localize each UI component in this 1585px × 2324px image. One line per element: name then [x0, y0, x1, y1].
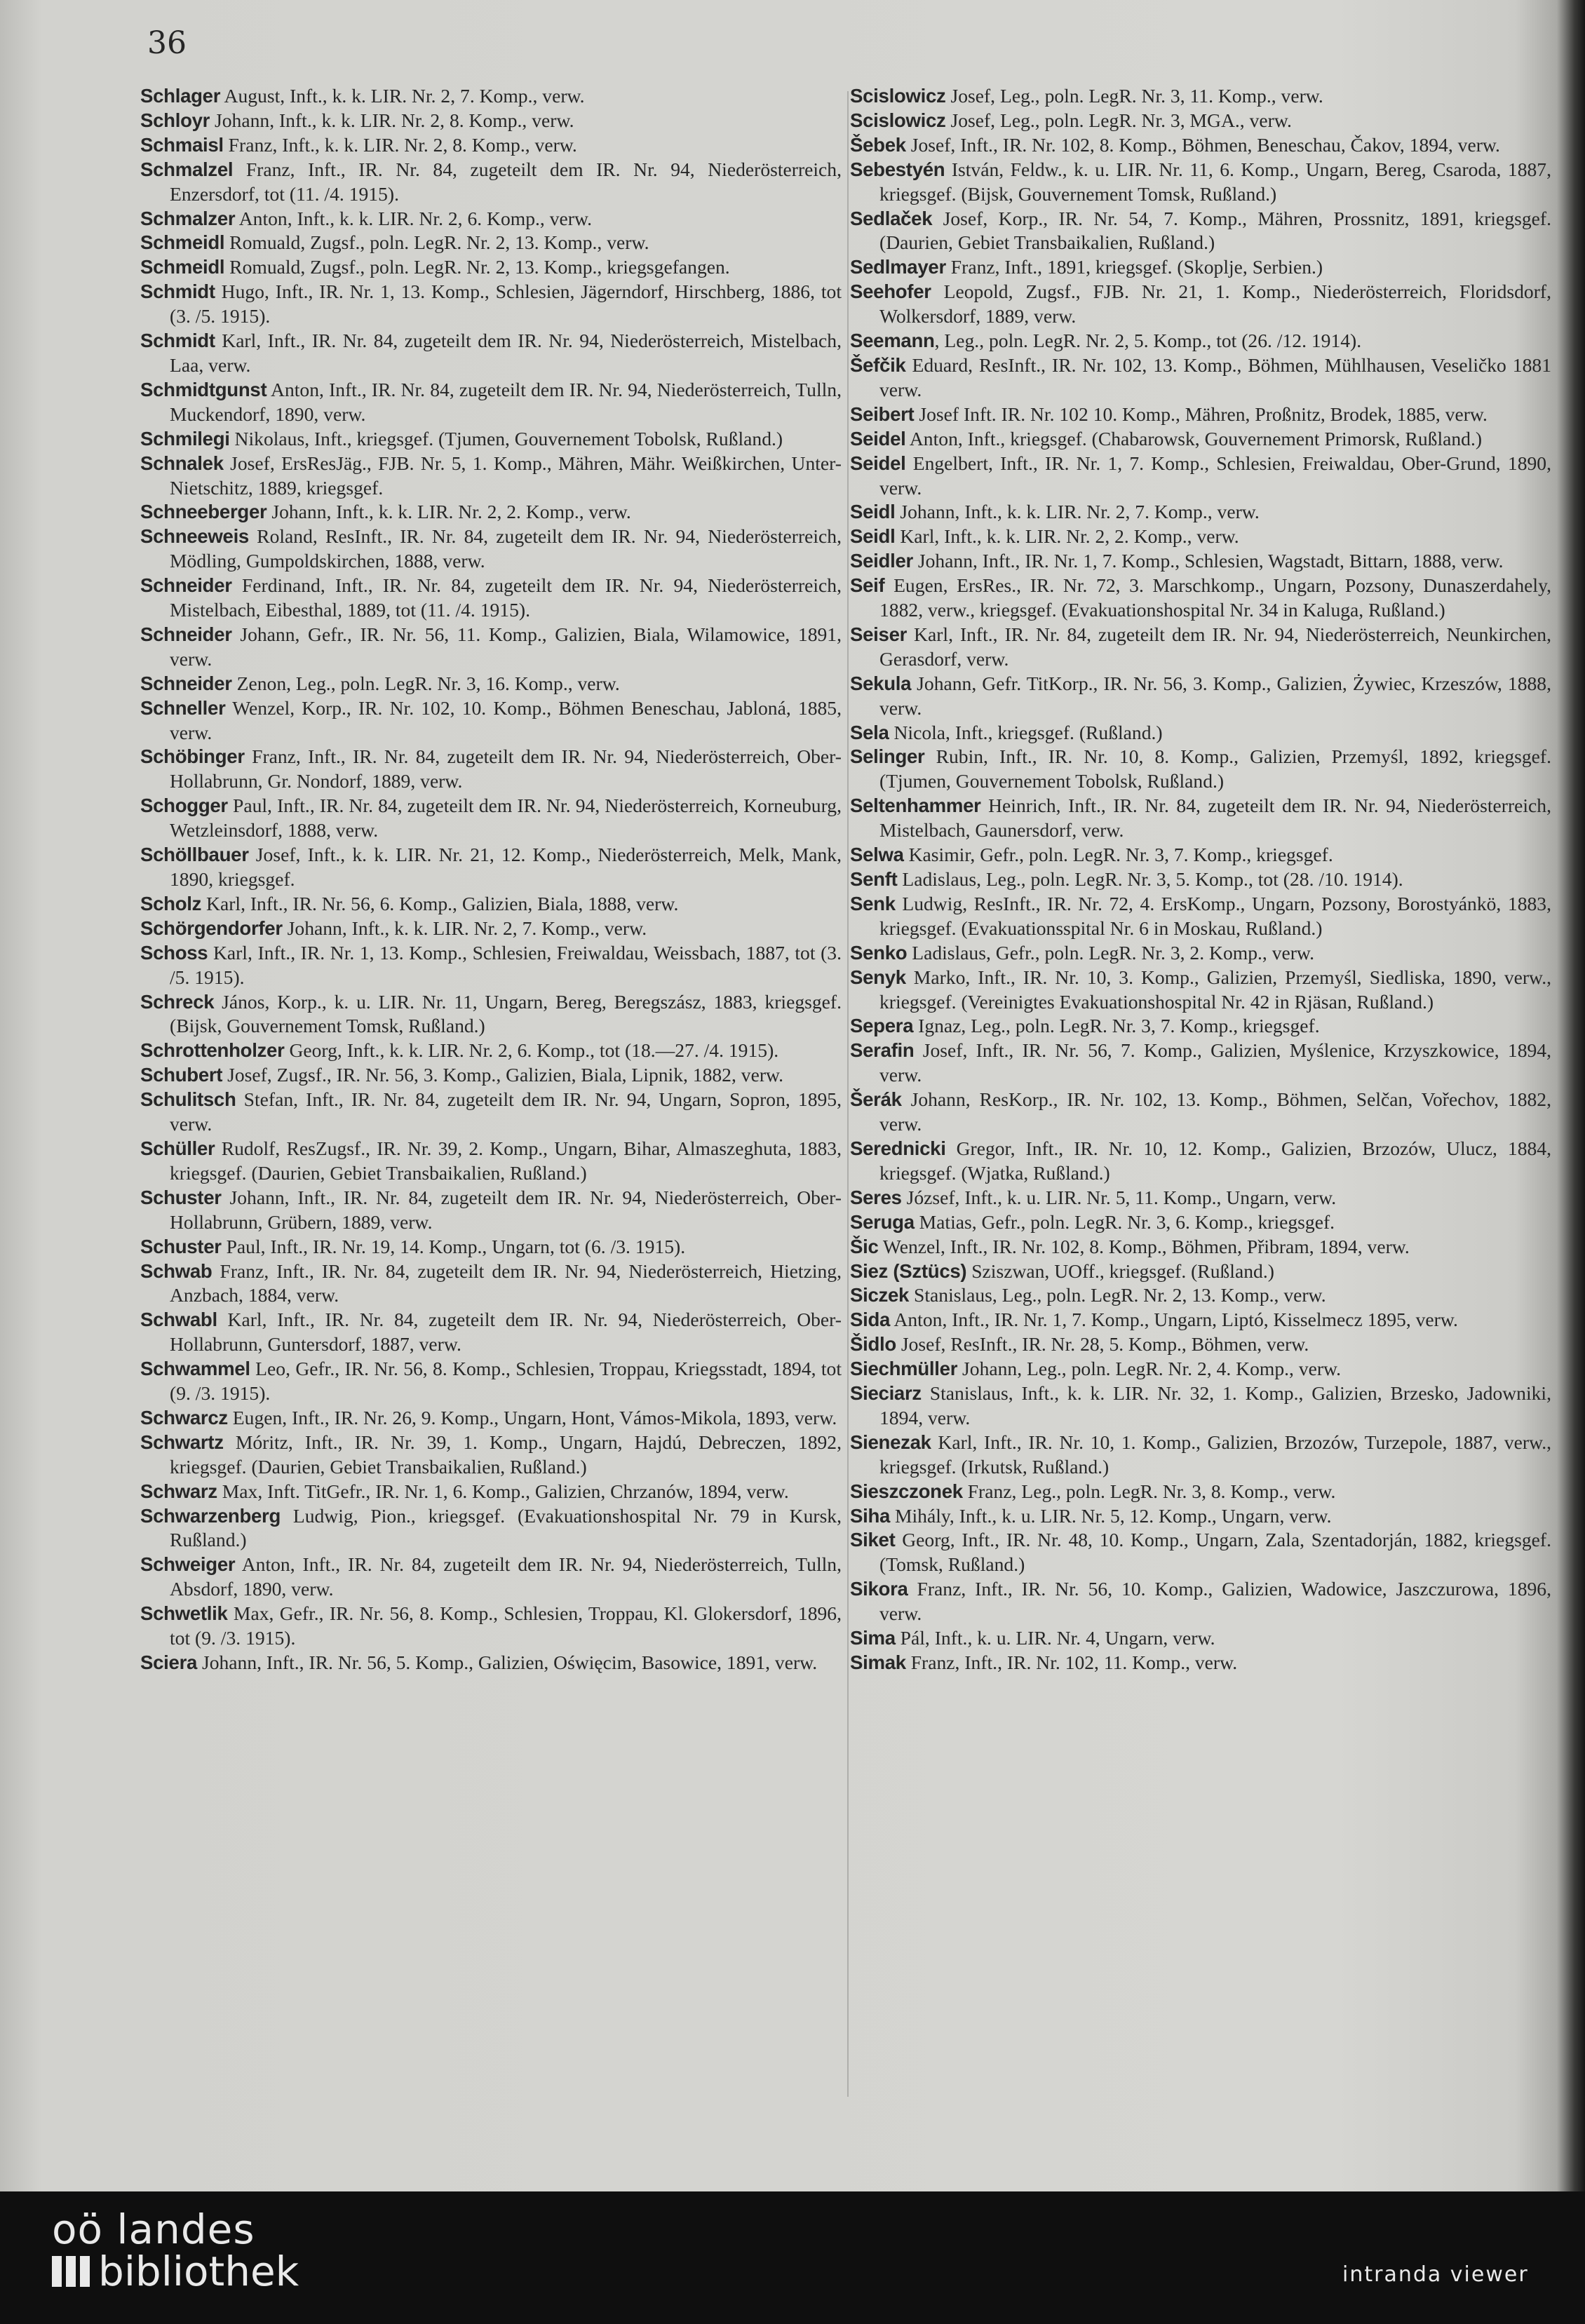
entry-details: Johann, Leg., poln. LegR. Nr. 2, 4. Komp., verw. [957, 1358, 1342, 1380]
register-entry [850, 84, 1551, 109]
register-entry [140, 794, 842, 843]
entry-surname: Seif [850, 574, 885, 597]
register-entry [140, 1137, 842, 1186]
entry-surname: Schneeberger [140, 501, 267, 523]
register-entry [850, 574, 1551, 623]
entry-surname: Serafin [850, 1039, 915, 1062]
entry-details: István, Feldw., k. u. LIR. Nr. 11, 6. Komp., Ungarn, Bereg, Csaroda, 1887, kriegsgef. (Bijsk, Gouvernement Tomsk, Rußland.) [879, 158, 1551, 205]
entry-surname: Sikora [850, 1578, 908, 1600]
entry-details: Eugen, Inft., IR. Nr. 26, 9. Komp., Ungarn, Hont, Vámos-Mikola, 1893, verw. [227, 1406, 837, 1428]
register-entry [140, 1063, 842, 1088]
register-entry [850, 280, 1551, 329]
register-entry [140, 574, 842, 623]
entry-details: Johann, Gefr., IR. Nr. 56, 11. Komp., Galizien, Biala, Wilamowice, 1891, verw. [170, 623, 842, 670]
entry-surname: Schmaisl [140, 133, 224, 156]
register-entry [140, 1186, 842, 1235]
register-entry [140, 917, 842, 941]
entry-details: Engelbert, Inft., IR. Nr. 1, 7. Komp., Schlesien, Freiwaldau, Ober-Grund, 1890, verw. [879, 452, 1551, 499]
register-entry [140, 109, 842, 133]
entry-surname: Seres [850, 1186, 902, 1208]
logo-line-1: oö landes [52, 2205, 255, 2253]
entry-details: Josef, Leg., poln. LegR. Nr. 3, MGA., verw. [945, 109, 1292, 131]
register-entry [140, 280, 842, 329]
entry-details: Romuald, Zugsf., poln. LegR. Nr. 2, 13. Komp., verw. [224, 231, 649, 254]
column-divider [847, 91, 849, 2097]
entry-details: August, Inft., k. k. LIR. Nr. 2, 7. Komp., verw. [220, 85, 585, 107]
entry-details: Johann, Inft., k. k. LIR. Nr. 2, 7. Komp., verw. [282, 917, 647, 939]
entry-details: Rubin, Inft., IR. Nr. 10, 8. Komp., Galizien, Przemyśl, 1892, kriegsgef. (Tjumen, Gouvernement Tobolsk, Rußland.) [879, 745, 1551, 792]
register-entry [140, 1406, 842, 1431]
register-entry [850, 1651, 1551, 1675]
register-entry [850, 403, 1551, 427]
entry-surname: Schneider [140, 623, 232, 645]
entry-details: Johann, Inft., k. k. LIR. Nr. 2, 8. Komp., verw. [210, 109, 574, 131]
register-entry [140, 1308, 842, 1357]
register-entry [850, 329, 1551, 353]
entry-surname: Schwabl [140, 1309, 217, 1331]
entry-surname: Schmilegi [140, 427, 230, 450]
entry-surname: Schwab [140, 1259, 213, 1282]
entry-details: Josef, Inft., IR. Nr. 102, 8. Komp., Böhmen, Beneschau, Čakov, 1894, verw. [905, 133, 1500, 156]
entry-details: Johann, Inft., k. k. LIR. Nr. 2, 2. Komp., verw. [267, 501, 631, 523]
entry-surname: Sebestyén [850, 158, 945, 180]
register-entry [140, 1088, 842, 1137]
register-entry [850, 1577, 1551, 1626]
entry-surname: Schneller [140, 696, 226, 719]
entry-details: Johann, Gefr. TitKorp., IR. Nr. 56, 3. Komp., Galizien, Żywiec, Krzeszów, 1888, verw. [879, 672, 1551, 719]
register-entry [850, 1014, 1551, 1039]
register-entry [140, 427, 842, 452]
register-entry [850, 843, 1551, 867]
entry-details: Stanislaus, Leg., poln. LegR. Nr. 2, 13. Komp., verw. [909, 1284, 1326, 1306]
entry-details: Marko, Inft., IR. Nr. 10, 3. Komp., Galizien, Przemyśl, Siedliska, 1890, verw., kriegsgef. (Vereinigtes Evakuationshospital Nr. 42 in Rjäsan, Rußland.) [879, 966, 1551, 1013]
library-logo[interactable] [52, 2205, 299, 2295]
entry-surname: Seiser [850, 623, 908, 645]
logo-line-2 [52, 2248, 299, 2295]
entry-surname: Schmidt [140, 281, 215, 303]
register-entry [850, 721, 1551, 745]
register-entry [850, 1480, 1551, 1504]
entry-details: Karl, Inft., IR. Nr. 84, zugeteilt dem IR. Nr. 94, Niederösterreich, Ober-Hollabrunn, Guntersdorf, 1887, verw. [170, 1309, 842, 1356]
entry-surname: Simak [850, 1651, 906, 1673]
entry-details: Johann, Inft., k. k. LIR. Nr. 2, 7. Komp., verw. [895, 501, 1260, 523]
register-entry [850, 109, 1551, 133]
entry-details: Josef, Korp., IR. Nr. 54, 7. Komp., Mähren, Prossnitz, 1891, kriegsgef. (Daurien, Gebiet Transbaikalien, Rußland.) [879, 207, 1551, 254]
entry-details: Franz, Inft., 1891, kriegsgef. (Skoplje, Serbien.) [945, 256, 1323, 278]
entry-surname: Sciera [140, 1651, 198, 1673]
register-entry [140, 255, 842, 280]
entry-surname: Sida [850, 1309, 891, 1331]
entry-surname: Serednicki [850, 1137, 946, 1159]
entry-surname: Schrottenholzer [140, 1039, 285, 1062]
register-entry [140, 1259, 842, 1309]
entry-details: Leo, Gefr., IR. Nr. 56, 8. Komp., Schlesien, Troppau, Kriegsstadt, 1894, tot (9. /3. 1915). [170, 1358, 842, 1405]
entry-surname: Šebek [850, 133, 906, 156]
register-entry [850, 525, 1551, 549]
entry-surname: Scislowicz [850, 85, 946, 107]
entry-surname: Seidl [850, 525, 896, 548]
entry-details: Josef, ErsResJäg., FJB. Nr. 5, 1. Komp., Mähren, Mähr. Weißkirchen, Unter-Nietschitz, 1889, kriegsgef. [170, 452, 842, 499]
register-entry [850, 1332, 1551, 1357]
register-entry [140, 133, 842, 158]
register-entry [140, 623, 842, 672]
register-entry [140, 1357, 842, 1406]
entry-surname: Selwa [850, 844, 904, 866]
entry-details: Ladislaus, Leg., poln. LegR. Nr. 3, 5. Komp., tot (28. /10. 1914). [897, 868, 1403, 890]
entry-surname: Schuster [140, 1235, 222, 1257]
entry-details: Karl, Inft., k. k. LIR. Nr. 2, 2. Komp., verw. [895, 525, 1239, 548]
entry-details: Heinrich, Inft., IR. Nr. 84, zugeteilt dem IR. Nr. 94, Niederösterreich, Mistelbach, Gaunersdorf, verw. [879, 795, 1551, 842]
entry-surname: Siez (Sztücs) [850, 1259, 967, 1282]
register-entry [140, 158, 842, 207]
entry-surname: Senk [850, 892, 896, 914]
entry-details: Josef, Inft., k. k. LIR. Nr. 21, 12. Komp., Niederösterreich, Melk, Mank, 1890, kriegsgef. [170, 844, 842, 890]
entry-surname: Schmeidl [140, 231, 225, 254]
register-entry [850, 1088, 1551, 1137]
logo-bars-icon [52, 2256, 94, 2287]
register-entry [140, 452, 842, 501]
entry-surname: Sepera [850, 1015, 914, 1037]
entry-surname: Schnalek [140, 452, 224, 474]
entry-surname: Schloyr [140, 109, 210, 131]
register-entry [140, 672, 842, 696]
entry-details: Stanislaus, Inft., k. k. LIR. Nr. 32, 1. Komp., Galizien, Brzesko, Jadowniki, 1894, verw. [879, 1382, 1551, 1428]
entry-surname: Siha [850, 1504, 891, 1527]
entry-details: Pál, Inft., k. u. LIR. Nr. 4, Ungarn, verw. [895, 1627, 1215, 1649]
entry-surname: Schöbinger [140, 745, 245, 768]
entry-surname: Schöllbauer [140, 844, 249, 866]
entry-details: Ferdinand, Inft., IR. Nr. 84, zugeteilt dem IR. Nr. 94, Niederösterreich, Mistelbach, Eibesthal, 1889, tot (11. /4. 1915). [170, 574, 842, 621]
register-entry [850, 892, 1551, 941]
register-entry [140, 745, 842, 794]
entry-surname: Seruga [850, 1210, 915, 1233]
entry-details: Max, Gefr., IR. Nr. 56, 8. Komp., Schlesien, Troppau, Kl. Glokersdorf, 1896, tot (9. /3. 1915). [170, 1602, 842, 1649]
register-entry [140, 525, 842, 574]
entry-surname: Seidel [850, 452, 906, 474]
entry-details: Josef, ResInft., IR. Nr. 28, 5. Komp., Böhmen, verw. [896, 1333, 1309, 1356]
entry-details: Mihály, Inft., k. u. LIR. Nr. 5, 12. Komp., Ungarn, verw. [890, 1504, 1332, 1527]
entry-details: Franz, Inft., IR. Nr. 102, 11. Komp., verw. [905, 1651, 1238, 1673]
register-entry [850, 1381, 1551, 1431]
entry-surname: Schüller [140, 1137, 215, 1159]
entry-surname: Sima [850, 1627, 896, 1649]
entry-surname: Schoss [140, 941, 208, 964]
register-entry [850, 1137, 1551, 1186]
register-entry [850, 1626, 1551, 1651]
entry-details: Zenon, Leg., poln. LegR. Nr. 3, 16. Komp., verw. [231, 672, 620, 694]
register-entry [850, 623, 1551, 672]
entry-surname: Schwammel [140, 1358, 250, 1380]
entry-surname: Schmidt [140, 330, 215, 352]
entry-surname: Schmalzer [140, 207, 236, 229]
entry-details: Anton, Inft., IR. Nr. 84, zugeteilt dem IR. Nr. 94, Niederösterreich, Tulln, Muckendorf, 1890, verw. [170, 378, 842, 425]
entry-details: Karl, Inft., IR. Nr. 56, 6. Komp., Galizien, Biala, 1888, verw. [201, 892, 679, 914]
register-entry [850, 1528, 1551, 1577]
register-entry [850, 500, 1551, 525]
entry-details: Josef Inft. IR. Nr. 102 10. Komp., Mähren, Proßnitz, Brodek, 1885, verw. [914, 403, 1488, 425]
entry-details: Max, Inft. TitGefr., IR. Nr. 1, 6. Komp., Galizien, Chrzanów, 1894, verw. [217, 1480, 789, 1502]
entry-surname: Sieszczonek [850, 1480, 963, 1502]
entry-details: Johann, Inft., IR. Nr. 56, 5. Komp., Galizien, Oświęcim, Basowice, 1891, verw. [197, 1651, 818, 1673]
entry-surname: Siechmüller [850, 1358, 958, 1380]
entry-surname: Seibert [850, 403, 915, 425]
register-entry [140, 1235, 842, 1259]
entry-details: Móritz, Inft., IR. Nr. 39, 1. Komp., Ungarn, Hajdú, Debreczen, 1892, kriegsgef. (Daurien, Gebiet Transbaikalien, Rußland.) [170, 1431, 842, 1478]
entry-surname: Sekula [850, 672, 912, 694]
register-entry [850, 1039, 1551, 1088]
entry-details: Paul, Inft., IR. Nr. 84, zugeteilt dem IR. Nr. 94, Niederösterreich, Korneuburg, Wetzleinsdorf, 1888, verw. [170, 795, 842, 842]
entry-details: , Leg., poln. LegR. Nr. 2, 5. Komp., tot (26. /12. 1914). [934, 330, 1362, 352]
entry-surname: Schmalzel [140, 158, 234, 180]
register-entry [850, 1186, 1551, 1210]
entry-details: Nikolaus, Inft., kriegsgef. (Tjumen, Gouvernement Tobolsk, Rußland.) [229, 427, 783, 450]
register-entry [140, 84, 842, 109]
entry-details: Rudolf, ResZugsf., IR. Nr. 39, 2. Komp., Ungarn, Bihar, Almaszeghuta, 1883, kriegsgef. (Daurien, Gebiet Transbaikalien, Rußland.) [170, 1137, 842, 1184]
entry-details: Ludwig, Pion., kriegsgef. (Evakuationshospital Nr. 79 in Kursk, Rußland.) [170, 1504, 842, 1551]
register-entry [140, 329, 842, 378]
entry-surname: Siczek [850, 1284, 910, 1306]
register-entry [140, 990, 842, 1039]
register-entry [850, 941, 1551, 966]
register-entry [140, 1553, 842, 1602]
entry-details: Eduard, ResInft., IR. Nr. 102, 13. Komp., Böhmen, Mühlhausen, Veseličko 1881 verw. [879, 353, 1551, 400]
register-entry [850, 452, 1551, 501]
entry-surname: Seemann [850, 330, 935, 352]
register-entry [850, 1357, 1551, 1381]
entry-details: Karl, Inft., IR. Nr. 84, zugeteilt dem IR. Nr. 94, Niederösterreich, Mistelbach, Laa, verw. [170, 330, 842, 376]
entry-details: Anton, Inft., IR. Nr. 1, 7. Komp., Ungarn, Liptó, Kisselmecz 1895, verw. [890, 1309, 1458, 1331]
register-entry [850, 353, 1551, 403]
entry-details: Anton, Inft., kriegsgef. (Chabarowsk, Gouvernement Primorsk, Rußland.) [905, 427, 1483, 450]
entry-surname: Šefčik [850, 353, 906, 376]
right-column [850, 84, 1551, 1675]
entry-details: Nicola, Inft., kriegsgef. (Rußland.) [889, 721, 1163, 743]
register-entry [850, 255, 1551, 280]
entry-surname: Schwartz [140, 1431, 224, 1453]
register-entry [850, 207, 1551, 256]
entry-surname: Schwarcz [140, 1406, 228, 1428]
entry-details: Franz, Inft., IR. Nr. 84, zugeteilt dem IR. Nr. 94, Niederösterreich, Ober-Hollabrunn, Gr. Nondorf, 1889, verw. [170, 745, 842, 792]
entry-details: Anton, Inft., k. k. LIR. Nr. 2, 6. Komp., verw. [235, 207, 592, 229]
entry-details: Stefan, Inft., IR. Nr. 84, zugeteilt dem IR. Nr. 94, Ungarn, Sopron, 1895, verw. [170, 1088, 842, 1135]
entry-surname: Seidel [850, 427, 906, 450]
entry-surname: Schweiger [140, 1553, 236, 1576]
entry-details: Anton, Inft., IR. Nr. 84, zugeteilt dem IR. Nr. 94, Niederösterreich, Tulln, Absdorf, 1890, verw. [170, 1553, 842, 1600]
entry-details: Johann, ResKorp., IR. Nr. 102, 13. Komp., Böhmen, Selčan, Vořechov, 1882, verw. [879, 1088, 1551, 1135]
register-entry [140, 1480, 842, 1504]
entry-details: Wenzel, Inft., IR. Nr. 102, 8. Komp., Böhmen, Přibram, 1894, verw. [878, 1235, 1410, 1257]
entry-details: Kasimir, Gefr., poln. LegR. Nr. 3, 7. Komp., kriegsgef. [903, 844, 1333, 866]
entry-surname: Scholz [140, 892, 202, 914]
register-entry [140, 843, 842, 892]
register-entry [140, 941, 842, 990]
entry-surname: Seehofer [850, 281, 931, 303]
register-entry [850, 867, 1551, 892]
register-entry [140, 892, 842, 917]
register-entry [850, 672, 1551, 721]
register-entry [140, 378, 842, 427]
entry-surname: Sedlaček [850, 207, 933, 229]
register-entry [140, 1504, 842, 1553]
entry-surname: Scislowicz [850, 109, 946, 131]
register-entry [850, 1235, 1551, 1259]
entry-surname: Seidler [850, 550, 913, 572]
entry-details: Karl, Inft., IR. Nr. 1, 13. Komp., Schlesien, Freiwaldau, Weissbach, 1887, tot (3. /5. 1915). [170, 941, 842, 988]
entry-surname: Schneider [140, 574, 232, 597]
register-entry [850, 549, 1551, 574]
entry-details: Josef, Zugsf., IR. Nr. 56, 3. Komp., Galizien, Biala, Lipnik, 1882, verw. [222, 1064, 784, 1086]
entry-details: Johann, Inft., IR. Nr. 1, 7. Komp., Schlesien, Wagstadt, Bittarn, 1888, verw. [912, 550, 1504, 572]
entry-surname: Seidl [850, 501, 896, 523]
entry-details: Josef, Leg., poln. LegR. Nr. 3, 11. Komp., verw. [945, 85, 1323, 107]
entry-surname: Šerák [850, 1088, 902, 1111]
entry-details: Franz, Inft., IR. Nr. 84, zugeteilt dem IR. Nr. 94, Niederösterreich, Enzersdorf, tot (11. /4. 1915). [170, 158, 842, 205]
register-entry [850, 1259, 1551, 1284]
register-entry [140, 231, 842, 255]
entry-details: Franz, Inft., IR. Nr. 84, zugeteilt dem IR. Nr. 94, Niederösterreich, Hietzing, Anzbach, 1884, verw. [170, 1259, 842, 1306]
entry-surname: Sela [850, 721, 889, 743]
register-entry [850, 1210, 1551, 1235]
entry-details: Josef, Inft., IR. Nr. 56, 7. Komp., Galizien, Myślenice, Krzyszkowice, 1894, verw. [879, 1039, 1551, 1086]
entry-details: János, Korp., k. u. LIR. Nr. 11, Ungarn, Bereg, Beregszász, 1883, kriegsgef. (Bijsk, Gouvernement Tomsk, Rußland.) [170, 990, 842, 1037]
entry-details: Georg, Inft., k. k. LIR. Nr. 2, 6. Komp., tot (18.—27. /4. 1915). [284, 1039, 779, 1062]
entry-details: Georg, Inft., IR. Nr. 48, 10. Komp., Ungarn, Zala, Szentadorján, 1882, kriegsgef. (Tomsk, Rußland.) [879, 1529, 1551, 1576]
register-entry [140, 1039, 842, 1063]
entry-details: Karl, Inft., IR. Nr. 10, 1. Komp., Galizien, Brzozów, Turzepole, 1887, verw., kriegsgef. (Irkutsk, Rußland.) [879, 1431, 1551, 1478]
entry-surname: Schogger [140, 795, 228, 817]
entry-surname: Schmidtgunst [140, 378, 267, 400]
entry-surname: Seltenhammer [850, 795, 981, 817]
entry-surname: Selinger [850, 745, 925, 768]
page-number: 36 [147, 25, 187, 61]
entry-details: Johann, Inft., IR. Nr. 84, zugeteilt dem IR. Nr. 94, Niederösterreich, Ober-Hollabrunn, Grübern, 1889, verw. [170, 1186, 842, 1233]
entry-surname: Sieciarz [850, 1382, 922, 1405]
entry-surname: Šidlo [850, 1333, 896, 1356]
entry-surname: Schuster [140, 1186, 222, 1208]
entry-details: Romuald, Zugsf., poln. LegR. Nr. 2, 13. Komp., kriegsgefangen. [224, 256, 730, 278]
register-entry [140, 1431, 842, 1480]
entry-surname: Siket [850, 1529, 896, 1551]
register-entry [850, 133, 1551, 158]
viewer-label[interactable]: intranda viewer [1342, 2262, 1529, 2287]
register-entry [140, 500, 842, 525]
entry-details: Gregor, Inft., IR. Nr. 10, 12. Komp., Galizien, Brzozów, Ulucz, 1884, kriegsgef. (Wjatka, Rußland.) [879, 1137, 1551, 1184]
entry-surname: Schubert [140, 1064, 223, 1086]
logo-line-2-text: bibliothek [98, 2248, 299, 2295]
register-entry [140, 207, 842, 231]
entry-surname: Schmeidl [140, 256, 225, 278]
register-entry [850, 794, 1551, 843]
register-entry [850, 158, 1551, 207]
entry-details: Hugo, Inft., IR. Nr. 1, 13. Komp., Schlesien, Jägerndorf, Hirschberg, 1886, tot (3. /5. 1915). [170, 281, 842, 327]
entry-surname: Senyk [850, 966, 906, 988]
entry-details: Eugen, ErsRes., IR. Nr. 72, 3. Marschkomp., Ungarn, Pozsony, Dunaszerdahely, 1882, verw., kriegsgef. (Evakuationshospital Nr. 34 in Kaluga, Rußland.) [879, 574, 1551, 621]
register-entry [140, 1651, 842, 1675]
entry-surname: Senft [850, 868, 898, 890]
entry-surname: Schörgendorfer [140, 917, 283, 939]
entry-surname: Schwetlik [140, 1602, 228, 1625]
entry-surname: Senko [850, 941, 908, 964]
entry-details: Franz, Leg., poln. LegR. Nr. 3, 8. Komp., verw. [962, 1480, 1336, 1502]
entry-details: Wenzel, Korp., IR. Nr. 102, 10. Komp., Böhmen Beneschau, Jabloná, 1885, verw. [170, 696, 842, 743]
entry-details: Matias, Gefr., poln. LegR. Nr. 3, 6. Komp., kriegsgef. [914, 1210, 1335, 1233]
entry-surname: Sedlmayer [850, 256, 946, 278]
entry-surname: Šic [850, 1235, 879, 1257]
left-column [140, 84, 842, 1675]
entry-surname: Schneeweis [140, 525, 249, 548]
entry-surname: Schreck [140, 990, 215, 1013]
entry-details: Franz, Inft., IR. Nr. 56, 10. Komp., Galizien, Wadowice, Jaszczurowa, 1896, verw. [879, 1578, 1551, 1625]
entry-surname: Schwarzenberg [140, 1504, 281, 1527]
entry-details: Ludwig, ResInft., IR. Nr. 72, 4. ErsKomp., Ungarn, Pozsony, Borostyánkö, 1883, kriegsgef. (Evakuationsspital Nr. 6 in Moskau, Rußland.) [879, 892, 1551, 939]
entry-details: Ignaz, Leg., poln. LegR. Nr. 3, 7. Komp., kriegsgef. [913, 1015, 1320, 1037]
entry-surname: Schulitsch [140, 1088, 236, 1111]
register-entry [140, 1602, 842, 1651]
register-entry [850, 745, 1551, 794]
entry-details: Leopold, Zugsf., FJB. Nr. 21, 1. Komp., Niederösterreich, Floridsdorf, Wolkersdorf, 1889, verw. [879, 281, 1551, 327]
register-entry [850, 966, 1551, 1015]
entry-surname: Sienezak [850, 1431, 931, 1453]
entry-details: Paul, Inft., IR. Nr. 19, 14. Komp., Ungarn, tot (6. /3. 1915). [221, 1235, 686, 1257]
entry-details: Ladislaus, Gefr., poln. LegR. Nr. 3, 2. Komp., verw. [907, 941, 1314, 964]
entry-details: Roland, ResInft., IR. Nr. 84, zugeteilt dem IR. Nr. 94, Niederösterreich, Mödling, Gumpoldskirchen, 1888, verw. [170, 525, 842, 572]
entry-surname: Schlager [140, 85, 221, 107]
entry-details: József, Inft., k. u. LIR. Nr. 5, 11. Komp., Ungarn, verw. [901, 1186, 1337, 1208]
entry-surname: Schwarz [140, 1480, 217, 1502]
entry-details: Sziszwan, UOff., kriegsgef. (Rußland.) [966, 1259, 1274, 1282]
register-entry [850, 1308, 1551, 1332]
entry-details: Karl, Inft., IR. Nr. 84, zugeteilt dem IR. Nr. 94, Niederösterreich, Neunkirchen, Gerasdorf, verw. [879, 623, 1551, 670]
register-entry [850, 1504, 1551, 1529]
entry-surname: Schneider [140, 672, 232, 694]
register-entry [140, 696, 842, 745]
register-entry [850, 427, 1551, 452]
register-entry [850, 1283, 1551, 1308]
register-entry [850, 1431, 1551, 1480]
entry-details: Franz, Inft., k. k. LIR. Nr. 2, 8. Komp., verw. [223, 133, 577, 156]
